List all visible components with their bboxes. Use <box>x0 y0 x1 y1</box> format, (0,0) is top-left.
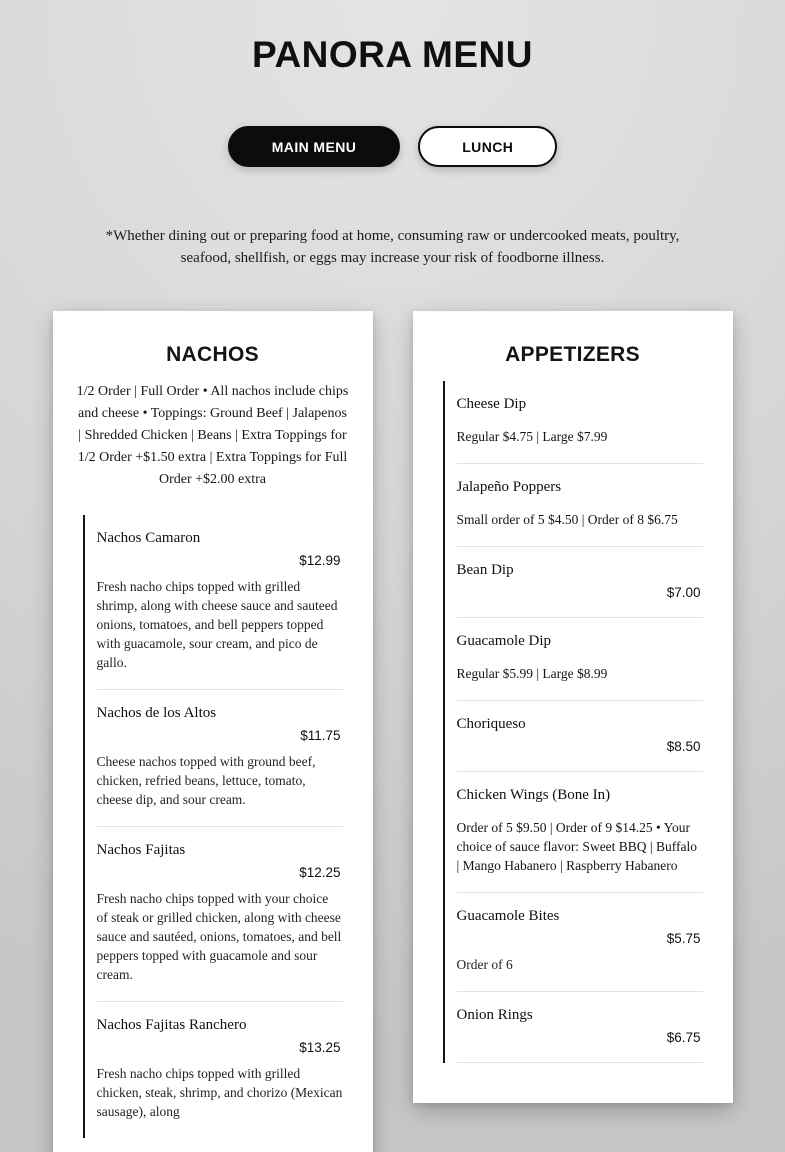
item-price: $6.75 <box>666 1030 701 1045</box>
item-price: $7.00 <box>666 585 701 600</box>
item-name: Nachos Camaron <box>96 530 201 546</box>
item-name: Jalapeño Poppers <box>456 479 562 495</box>
main-menu-tab[interactable]: MAIN MENU <box>228 126 400 167</box>
item-name: Chicken Wings (Bone In) <box>456 787 611 803</box>
item-name: Nachos de los Altos <box>96 705 217 721</box>
item-price-note: Regular $5.99 | Large $8.99 <box>456 666 608 681</box>
menu-item <box>457 893 703 992</box>
menu-item <box>97 1002 343 1138</box>
menu-item <box>97 515 343 690</box>
item-description: Order of 6 <box>456 957 513 972</box>
item-name: Nachos Fajitas <box>96 842 186 858</box>
item-price: $5.75 <box>666 931 701 946</box>
item-price-note: Order of 5 $9.50 | Order of 9 $14.25 • Your choice of sauce flavor: Sweet BBQ | Buffalo | Mango Habanero | Raspberry Habanero <box>456 820 698 873</box>
menu-cards <box>0 311 785 1152</box>
menu-item <box>457 701 703 772</box>
item-name: Bean Dip <box>456 562 514 578</box>
section-title: NACHOS <box>166 343 259 366</box>
menu-page <box>0 34 785 1152</box>
item-name: Cheese Dip <box>456 396 527 412</box>
item-name: Choriqueso <box>456 716 526 732</box>
page-title: PANORA MENU <box>252 34 533 75</box>
menu-section-card <box>53 311 373 1152</box>
section-title: APPETIZERS <box>505 343 640 366</box>
menu-item <box>97 690 343 827</box>
lunch-tab[interactable]: LUNCH <box>418 126 557 167</box>
item-price-note: Small order of 5 $4.50 | Order of 8 $6.75 <box>456 512 678 527</box>
menu-nav <box>0 126 785 167</box>
item-name: Guacamole Bites <box>456 908 560 924</box>
item-description: Cheese nachos topped with ground beef, chicken, refried beans, lettuce, tomato, cheese dip, and sour cream. <box>96 754 316 807</box>
item-price: $12.99 <box>299 553 341 568</box>
item-price: $8.50 <box>666 739 701 754</box>
menu-item <box>457 618 703 701</box>
item-price: $13.25 <box>299 1040 341 1055</box>
item-name: Guacamole Dip <box>456 633 552 649</box>
menu-item-list <box>83 515 343 1138</box>
item-description: Fresh nacho chips topped with grilled chicken, steak, shrimp, and chorizo (Mexican sausage), along <box>96 1066 343 1119</box>
menu-item <box>457 464 703 547</box>
item-description: Fresh nacho chips topped with your choice of steak or grilled chicken, along with cheese sauce and sautéed, onions, tomatoes, and bell peppers topped with guacamole and sour cream. <box>96 891 342 982</box>
item-price: $11.75 <box>300 728 341 743</box>
menu-item <box>457 547 703 618</box>
menu-item <box>457 772 703 893</box>
section-description: 1/2 Order | Full Order • All nachos include chips and cheese • Toppings: Ground Beef | Jalapenos | Shredded Chicken | Beans | Extra Toppings for 1/2 Order +$1.50 extra | Extra Toppings for Full Order +$2.00 extra <box>76 384 349 487</box>
item-price: $12.25 <box>299 865 341 880</box>
item-description: Fresh nacho chips topped with grilled shrimp, along with cheese sauce and sauteed onions, tomatoes, and bell peppers topped with guacamole, sour cream, and pico de gallo. <box>96 579 338 670</box>
item-name: Onion Rings <box>456 1007 533 1023</box>
menu-section-card <box>413 311 733 1103</box>
menu-item <box>457 992 703 1063</box>
disclaimer-text: *Whether dining out or preparing food at home, consuming raw or undercooked meats, poultry, seafood, shellfish, or eggs may increase your risk of foodborne illness. <box>105 228 680 266</box>
item-price-note: Regular $4.75 | Large $7.99 <box>456 429 608 444</box>
menu-item <box>97 827 343 1002</box>
menu-item <box>457 381 703 464</box>
item-name: Nachos Fajitas Ranchero <box>96 1017 247 1033</box>
menu-item-list <box>443 381 703 1063</box>
